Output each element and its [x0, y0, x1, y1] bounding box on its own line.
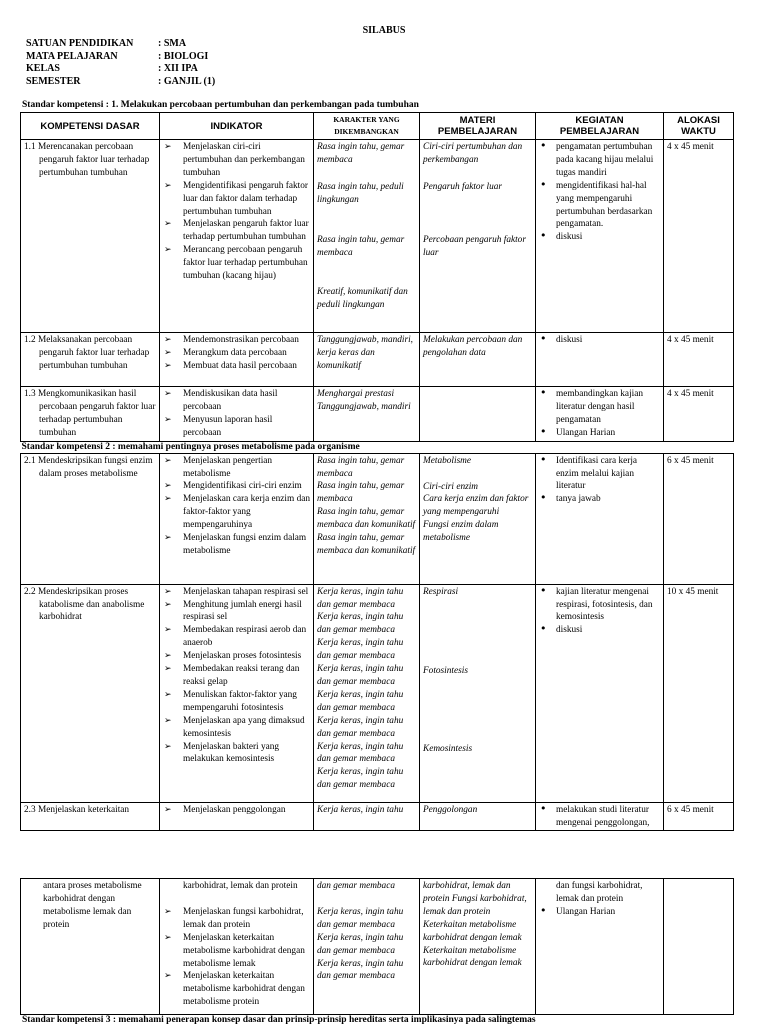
table-row — [21, 802, 734, 831]
materi-text: Respirasi — [423, 586, 459, 597]
indikator-cell — [160, 387, 314, 442]
list-item: ➢ Menjelaskan fungsi karbohidrat, lemak dan protein — [163, 906, 310, 932]
meta-row — [26, 38, 215, 51]
list-item: ➢ Menjelaskan keterkaitan metabolisme karbohidrat dengan metabolisme protein — [163, 970, 310, 1009]
list-item: ➢ Merancang percobaan pengaruh faktor luar terhadap pertumbuhan tumbuhan (kacang hijau) — [163, 244, 310, 283]
table-row — [21, 387, 734, 442]
kd-cell: 1.1 Merencanakan percobaan pengaruh faktor luar terhadap pertumbuhan tumbuhan — [21, 140, 160, 333]
materi-text: Ciri-ciri enzim — [423, 481, 479, 492]
materi-cell: Penggolongan — [420, 802, 536, 831]
kd-cell: 1.2 Melaksanakan percobaan pengaruh faktor luar terhadap pertumbuhan tumbuhan — [21, 333, 160, 387]
karakter-cell: Menghargai prestasi Tanggungjawab, mandiri — [314, 387, 420, 442]
kd-cell: antara proses metabolisme karbohidrat dengan metabolisme lemak dan protein — [21, 879, 160, 1015]
header-kegiatan: KEGIATAN PEMBELAJARAN — [536, 113, 664, 140]
kegiatan-cell — [536, 140, 664, 333]
syllabus-table-continued — [20, 878, 734, 1015]
kegiatan-continued-text: dan fungsi karbohidrat, lemak dan protein — [556, 881, 643, 904]
header-karakter: KARAKTER YANG DIKEMBANGKAN — [314, 113, 420, 140]
table-row — [21, 333, 734, 387]
list-item: ➢ Menjelaskan penggolongan — [163, 804, 310, 817]
karakter-text: Rasa ingin tahu, peduli lingkungan — [317, 181, 404, 205]
alokasi-cell: 4 x 45 menit — [664, 140, 734, 333]
karakter-text: dan gemar membaca — [317, 881, 395, 891]
materi-text: Fotosintesis — [423, 665, 468, 676]
document-title: SILABUS — [362, 25, 406, 36]
header-indikator: INDIKATOR — [160, 113, 314, 140]
list-item: • membandingkan kajian literatur dengan hasil pengamatan — [539, 388, 660, 427]
document-meta — [26, 38, 215, 88]
meta-value: : SMA — [158, 38, 187, 49]
meta-row — [26, 63, 215, 76]
karakter-text: Rasa ingin tahu, gemar membaca — [317, 142, 405, 165]
materi-cell — [420, 140, 536, 333]
karakter-text: Kerja keras, ingin tahu dan gemar membaca — [317, 689, 404, 713]
list-item: ➢ Menjelaskan bakteri yang melakukan kemosintesis — [163, 741, 310, 767]
karakter-text: Kerja keras, ingin tahu dan gemar membaca — [317, 741, 404, 765]
header-alokasi: ALOKASI WAKTU — [664, 113, 734, 140]
table-row — [21, 584, 734, 802]
materi-text: Kemosintesis — [423, 744, 473, 755]
list-item: • melakukan studi literatur mengenai penggolongan, — [539, 804, 660, 830]
karakter-cell: Kerja keras, ingin tahu — [314, 802, 420, 831]
kd-cell: 2.1 Mendeskripsikan fungsi enzim dalam proses metabolisme — [21, 453, 160, 584]
kegiatan-cell — [536, 802, 664, 831]
list-item: ➢ Menjelaskan keterkaitan metabolisme karbohidrat dengan metabolisme lemak — [163, 932, 310, 971]
list-item: • Ulangan Harian — [539, 906, 660, 919]
meta-row — [26, 51, 215, 64]
table-row — [21, 140, 734, 333]
list-item: • diskusi — [539, 624, 660, 637]
materi-cell — [420, 453, 536, 584]
header-kompetensi-dasar: KOMPETENSI DASAR — [21, 113, 160, 140]
materi-cell: karbohidrat, lemak dan protein Fungsi karbohidrat, lemak dan protein Keterkaitan metabolisme karbohidrat dengan lemak Keterkaitan metabolisme karbohidrat dengan lemak — [420, 879, 536, 1015]
karakter-text: Rasa ingin tahu, gemar membaca dan komunikatif — [317, 507, 416, 531]
materi-text: Metabolisme — [423, 455, 472, 466]
list-item: ➢ Merangkum data percobaan — [163, 347, 310, 360]
alokasi-cell: 6 x 45 menit — [664, 802, 734, 831]
indikator-cell — [160, 584, 314, 802]
list-item: • kajian literatur mengenai respirasi, fotosintesis, dan kemosintesis — [539, 586, 660, 625]
list-item: ➢ Menjelaskan proses fotosintesis — [163, 650, 310, 663]
karakter-text: Kerja keras, ingin tahu dan gemar membaca — [317, 958, 404, 982]
karakter-cell — [314, 140, 420, 333]
alokasi-cell: 10 x 45 menit — [664, 584, 734, 802]
list-item: ➢ Mendemonstrasikan percobaan — [163, 334, 310, 347]
syllabus-table — [20, 112, 734, 831]
list-item: • mengidentifikasi hal-hal yang mempengaruhi pertumbuhan berdasarkan pengamatan. — [539, 180, 660, 232]
kd-cell: 2.3 Menjelaskan keterkaitan — [21, 802, 160, 831]
list-item: ➢ Mengidentifikasi pengaruh faktor luar dan faktor dalam terhadap pertumbuhan tumbuhan — [163, 180, 310, 219]
list-item: • tanya jawab — [539, 493, 660, 506]
karakter-text: Kerja keras, ingin tahu dan gemar membaca — [317, 906, 404, 930]
meta-value: : GANJIL (1) — [158, 75, 216, 87]
kd-cell: 2.2 Mendeskripsikan proses katabolisme dan anabolisme karbohidrat — [21, 584, 160, 802]
standard-competency-2: Standar kompetensi 2 : memahami pentingnya proses metabolisme pada organisme — [21, 441, 734, 453]
indikator-cell — [160, 879, 314, 1015]
karakter-cell: Tanggungjawab, mandiri, kerja keras dan komunikatif — [314, 333, 420, 387]
karakter-text: Kerja keras, ingin tahu dan gemar membaca — [317, 715, 404, 739]
standard-competency-3: Standar kompetensi 3 : memahami penerapan konsep dasar dan prinsip-prinsip hereditas serta implikasinya pada salingtemas — [22, 1015, 536, 1025]
meta-value: : BIOLOGI — [158, 50, 209, 62]
materi-text: Ciri-ciri pertumbuhan dan perkembangan — [423, 142, 523, 165]
karakter-cell — [314, 879, 420, 1015]
meta-key: SEMESTER — [26, 75, 81, 87]
materi-text: Percobaan pengaruh faktor luar — [423, 234, 526, 258]
indikator-cell — [160, 140, 314, 333]
karakter-text: Kerja keras, ingin tahu dan gemar membaca — [317, 638, 404, 662]
list-item: • Identifikasi cara kerja enzim melalui kajian literatur — [539, 455, 660, 494]
alokasi-cell: 4 x 45 menit — [664, 333, 734, 387]
meta-key: KELAS — [26, 63, 60, 75]
meta-row — [26, 76, 215, 89]
list-item: ➢ Menjelaskan tahapan respirasi sel — [163, 586, 310, 599]
karakter-text: Kerja keras, ingin tahu dan gemar membaca — [317, 932, 404, 956]
list-item: ➢ Mengidentifikasi ciri-ciri enzim — [163, 480, 310, 493]
materi-cell: Melakukan percobaan dan pengolahan data — [420, 333, 536, 387]
list-item: ➢ Menyusun laporan hasil percobaan — [163, 414, 310, 440]
standard-competency-1: Standar kompetensi : 1. Melakukan percobaan pertumbuhan dan perkembangan pada tumbuhan — [22, 100, 419, 110]
kegiatan-cell — [536, 453, 664, 584]
karakter-text: Rasa ingin tahu, gemar membaca — [317, 234, 405, 258]
kegiatan-cell — [536, 879, 664, 1015]
alokasi-cell: 6 x 45 menit — [664, 453, 734, 584]
list-item: ➢ Membedakan reaksi terang dan reaksi gelap — [163, 663, 310, 689]
karakter-text: Kreatif, komunikatif dan peduli lingkungan — [317, 287, 408, 311]
karakter-text: Kerja keras, ingin tahu dan gemar membaca — [317, 767, 404, 791]
meta-value: : XII IPA — [158, 63, 198, 75]
alokasi-cell — [664, 879, 734, 1015]
karakter-text: Rasa ingin tahu, gemar membaca dan komunikatif — [317, 533, 416, 556]
list-item: ➢ Membuat data hasil percobaan — [163, 360, 310, 373]
materi-text: Fungsi enzim dalam metabolisme — [423, 520, 499, 544]
list-item: ➢ Mendiskusikan data hasil percobaan — [163, 388, 310, 414]
table-row — [21, 879, 734, 1015]
karakter-cell — [314, 584, 420, 802]
karakter-text: Rasa ingin tahu, gemar membaca — [317, 481, 405, 505]
indikator-continued-text: karbohidrat, lemak dan protein — [183, 881, 298, 891]
materi-cell — [420, 584, 536, 802]
table-header-row — [21, 113, 734, 140]
list-item: • pengamatan pertumbuhan pada kacang hijau melalui tugas mandiri — [539, 141, 660, 180]
indikator-cell — [160, 453, 314, 584]
karakter-text: Kerja keras, ingin tahu dan gemar membaca — [317, 612, 404, 636]
meta-key: MATA PELAJARAN — [26, 50, 118, 62]
karakter-text: Rasa ingin tahu, gemar membaca — [317, 455, 405, 479]
indikator-cell — [160, 333, 314, 387]
indikator-cell — [160, 802, 314, 831]
kegiatan-cell — [536, 333, 664, 387]
list-item: ➢ Menjelaskan ciri-ciri pertumbuhan dan perkembangan tumbuhan — [163, 141, 310, 180]
header-materi: MATERI PEMBELAJARAN — [420, 113, 536, 140]
list-item: ➢ Menuliskan faktor-faktor yang mempengaruhi fotosintesis — [163, 689, 310, 715]
list-item: ➢ Membedakan respirasi aerob dan anaerob — [163, 624, 310, 650]
materi-cell — [420, 387, 536, 442]
list-item: ➢ Menjelaskan pengaruh faktor luar terhadap pertumbuhan tumbuhan — [163, 218, 310, 244]
karakter-cell — [314, 453, 420, 584]
alokasi-cell: 4 x 45 menit — [664, 387, 734, 442]
list-item: ➢ Menjelaskan apa yang dimaksud kemosintesis — [163, 715, 310, 741]
materi-text: Cara kerja enzim dan faktor yang mempengaruhi — [423, 494, 529, 518]
karakter-text: Kerja keras, ingin tahu dan gemar membaca — [317, 664, 404, 687]
materi-text: Pengaruh faktor luar — [423, 181, 503, 192]
list-item: ➢ Menjelaskan pengertian metabolisme — [163, 455, 310, 481]
list-item: ➢ Menjelaskan cara kerja enzim dan faktor-faktor yang mempengaruhinya — [163, 493, 310, 532]
kegiatan-cell — [536, 387, 664, 442]
table-row — [21, 453, 734, 584]
karakter-text: Kerja keras, ingin tahu dan gemar membaca — [317, 586, 404, 610]
kd-cell: 1.3 Mengkomunikasikan hasil percobaan pengaruh faktor luar terhadap pertumbuhan tumbuhan — [21, 387, 160, 442]
list-item: ➢ Menjelaskan fungsi enzim dalam metabolisme — [163, 532, 310, 558]
list-item: • diskusi — [539, 334, 660, 347]
standard-competency-row — [21, 441, 734, 453]
list-item: • Ulangan Harian — [539, 427, 660, 440]
kegiatan-cell — [536, 584, 664, 802]
list-item: • diskusi — [539, 231, 660, 244]
list-item: ➢ Menghitung jumlah energi hasil respirasi sel — [163, 599, 310, 625]
meta-key: SATUAN PENDIDIKAN — [26, 38, 134, 49]
